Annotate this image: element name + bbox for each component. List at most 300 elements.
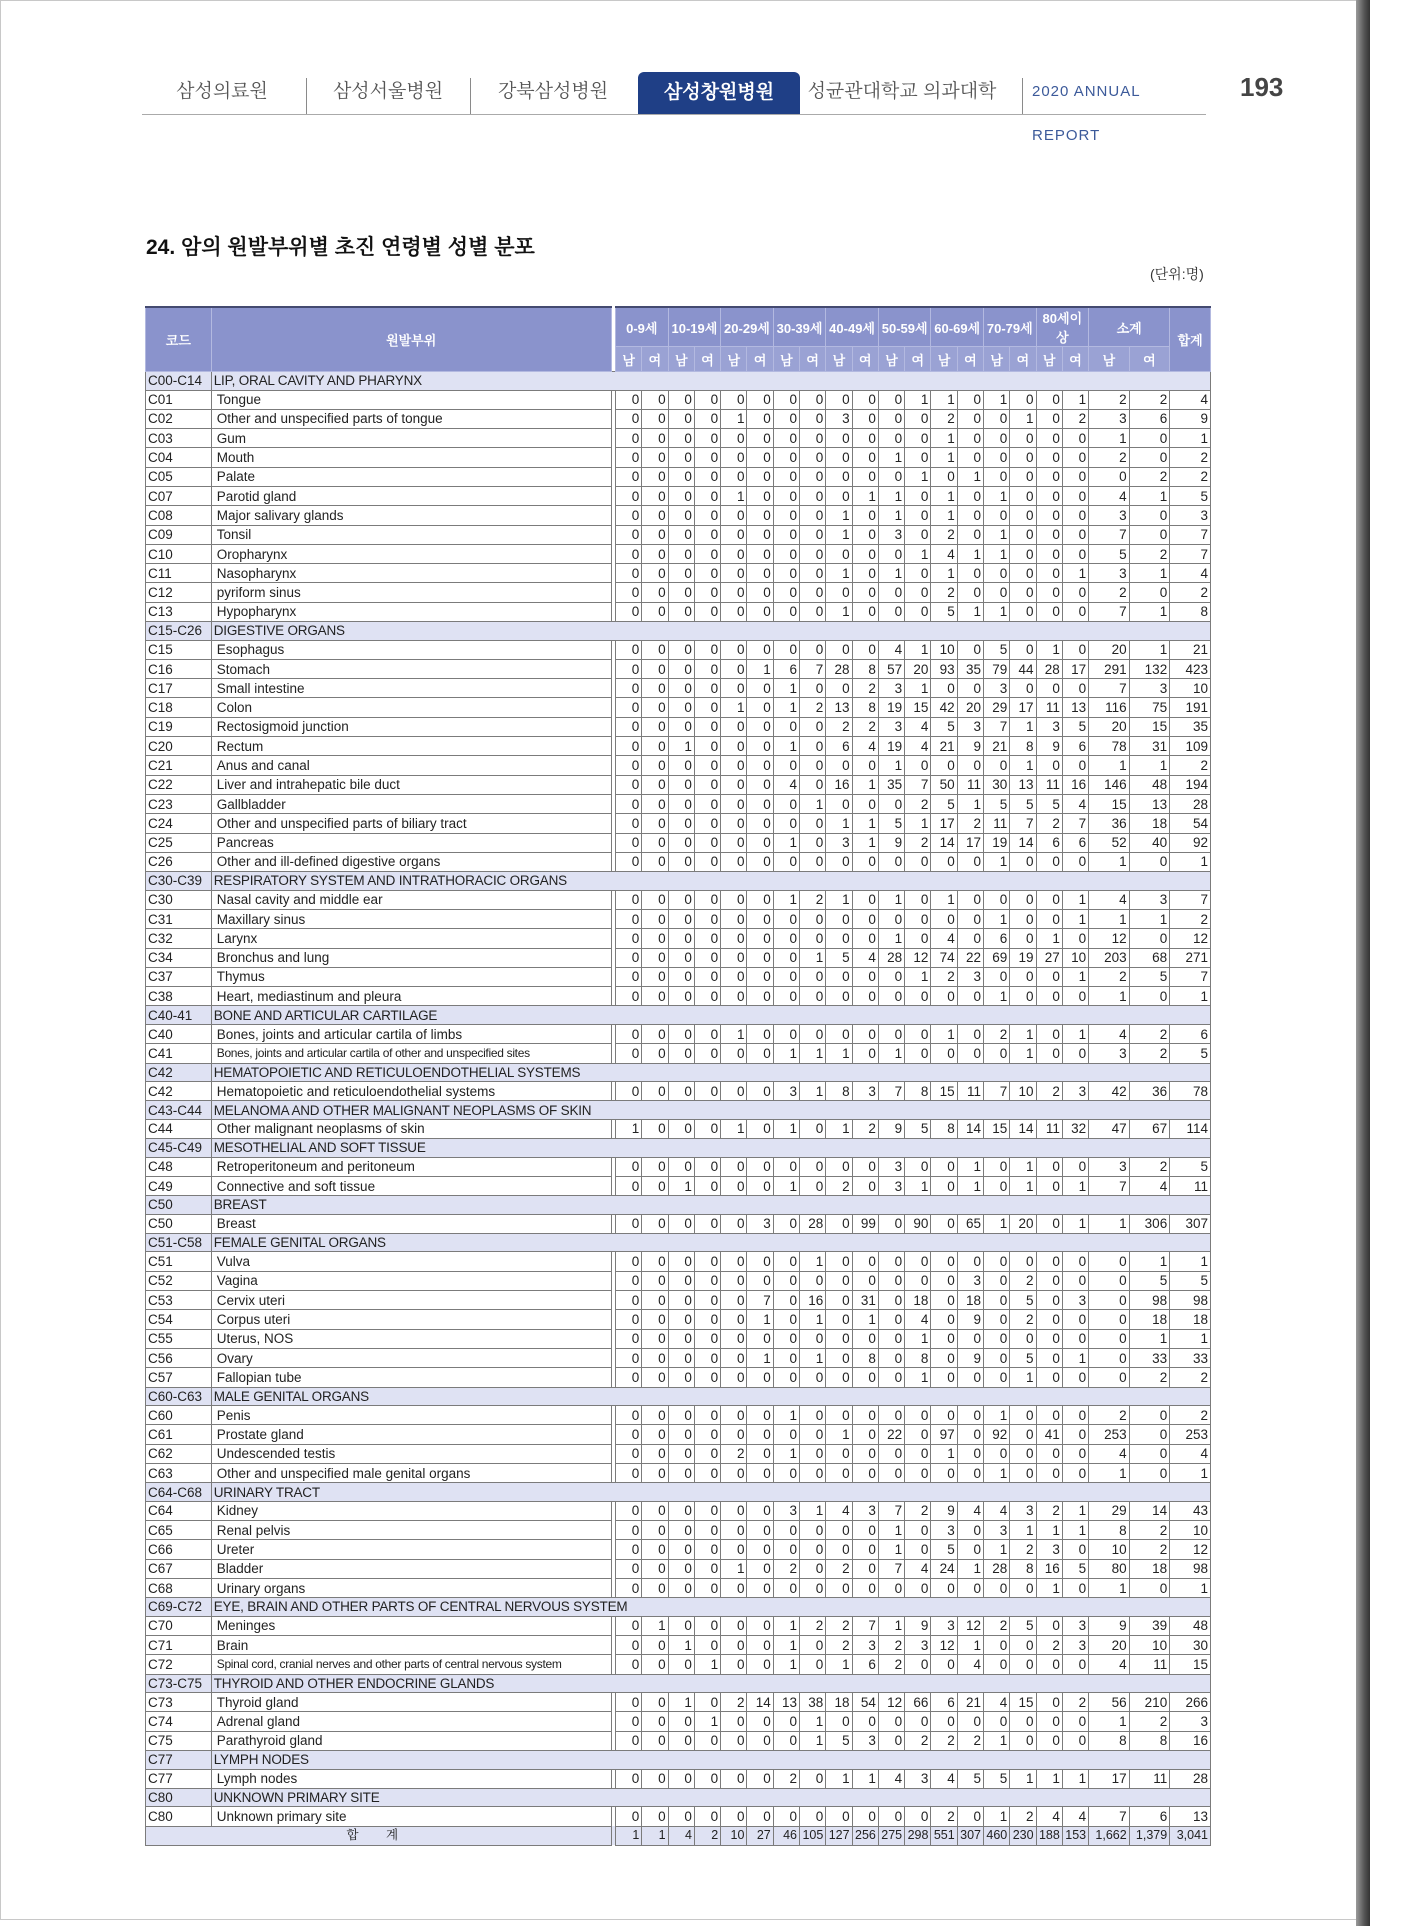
count-cell: 1 (721, 486, 747, 505)
count-cell: 0 (668, 1540, 694, 1559)
count-cell: 19 (1010, 948, 1036, 967)
count-cell: 0 (642, 409, 668, 428)
count-cell: 0 (878, 1214, 904, 1233)
count-cell: 0 (642, 1559, 668, 1578)
count-cell: 0 (1129, 583, 1170, 602)
count-cell: 2 (931, 1731, 957, 1750)
count-cell: 0 (852, 1024, 878, 1043)
count-cell: 1 (1062, 390, 1088, 409)
count-cell: 0 (747, 409, 773, 428)
table-row (146, 1329, 1211, 1348)
count-cell: 0 (800, 909, 826, 928)
count-cell: 0 (747, 1807, 773, 1826)
section-code: C60-C63 (146, 1387, 212, 1406)
count-cell: 0 (1062, 1157, 1088, 1176)
site-name: Ovary (211, 1348, 611, 1367)
count-cell: 0 (1129, 448, 1170, 467)
count-cell: 0 (721, 1807, 747, 1826)
count-cell: 5 (931, 717, 957, 736)
count-cell: 0 (800, 1176, 826, 1195)
site-name: Larynx (211, 929, 611, 948)
count-cell: 30 (1170, 1636, 1211, 1655)
count-cell: 0 (668, 1578, 694, 1597)
count-cell: 0 (800, 544, 826, 563)
count-cell: 0 (1089, 467, 1130, 486)
site-name: Prostate gland (211, 1425, 611, 1444)
count-cell: 0 (826, 909, 852, 928)
site-name: Cervix uteri (211, 1291, 611, 1310)
count-cell: 0 (668, 948, 694, 967)
count-cell: 0 (1010, 506, 1036, 525)
count-cell: 0 (957, 506, 983, 525)
count-cell: 7 (1089, 525, 1130, 544)
count-cell: 0 (826, 1310, 852, 1329)
count-cell: 0 (668, 1521, 694, 1540)
count-cell: 0 (905, 1024, 931, 1043)
count-cell: 0 (642, 1252, 668, 1271)
site-name: pyriform sinus (211, 583, 611, 602)
count-cell: 1 (905, 679, 931, 698)
count-cell: 0 (694, 1271, 720, 1290)
count-cell: 1 (773, 1444, 799, 1463)
count-cell: 33 (1129, 1348, 1170, 1367)
col-header-male: 남 (773, 347, 799, 372)
count-cell: 6 (773, 659, 799, 678)
site-code: C34 (146, 948, 212, 967)
count-cell: 2 (1170, 1406, 1211, 1425)
count-cell: 0 (852, 967, 878, 986)
count-cell: 0 (905, 506, 931, 525)
count-cell: 2 (1089, 1406, 1130, 1425)
count-cell: 13 (1129, 794, 1170, 813)
site-name: Thyroid gland (211, 1693, 611, 1712)
table-row (146, 1425, 1211, 1444)
count-cell: 0 (747, 1271, 773, 1290)
count-cell: 0 (616, 409, 642, 428)
count-cell: 0 (668, 1157, 694, 1176)
count-cell: 9 (878, 833, 904, 852)
count-cell: 0 (1036, 1271, 1062, 1290)
site-code: C54 (146, 1310, 212, 1329)
count-cell: 0 (668, 640, 694, 659)
count-cell: 0 (721, 909, 747, 928)
section-code: C30-C39 (146, 872, 212, 891)
count-cell: 15 (1089, 794, 1130, 813)
count-cell: 0 (773, 1425, 799, 1444)
count-cell: 6 (1062, 833, 1088, 852)
count-cell: 2 (852, 1119, 878, 1138)
count-cell: 4 (1089, 486, 1130, 505)
count-cell: 5 (931, 794, 957, 813)
count-cell: 1 (826, 1769, 852, 1788)
count-cell: 0 (878, 1578, 904, 1597)
count-cell: 0 (694, 486, 720, 505)
count-cell: 39 (1129, 1616, 1170, 1635)
count-cell: 0 (1036, 967, 1062, 986)
count-cell: 307 (1170, 1214, 1211, 1233)
tab-kangbuk-samsung-hospital[interactable]: 강북삼성병원 (497, 81, 609, 102)
section-header-row (146, 372, 1211, 391)
count-cell: 1 (878, 1616, 904, 1635)
count-cell: 0 (878, 1368, 904, 1387)
count-cell: 0 (905, 1044, 931, 1063)
count-cell: 0 (800, 448, 826, 467)
count-cell: 0 (616, 1425, 642, 1444)
count-cell: 0 (616, 506, 642, 525)
count-cell: 0 (694, 1348, 720, 1367)
count-cell: 1 (1170, 1578, 1211, 1597)
count-cell: 0 (957, 525, 983, 544)
col-header-female: 여 (905, 347, 931, 372)
count-cell: 0 (1129, 1406, 1170, 1425)
count-cell: 0 (747, 794, 773, 813)
count-cell: 0 (642, 486, 668, 505)
site-code: C07 (146, 486, 212, 505)
count-cell: 1 (800, 1044, 826, 1063)
count-cell: 0 (1062, 486, 1088, 505)
count-cell: 0 (668, 852, 694, 871)
table-row (146, 506, 1211, 525)
count-cell: 1 (852, 814, 878, 833)
total-label: 합 계 (146, 1826, 612, 1845)
table-row (146, 1616, 1211, 1635)
count-cell: 0 (721, 1291, 747, 1310)
count-cell: 0 (721, 1655, 747, 1674)
count-cell: 5 (1036, 794, 1062, 813)
count-cell: 0 (616, 794, 642, 813)
count-cell: 0 (1089, 1291, 1130, 1310)
count-cell: 1 (878, 486, 904, 505)
count-cell: 22 (878, 1425, 904, 1444)
count-cell: 0 (1010, 1712, 1036, 1731)
section-header-row (146, 1788, 1211, 1807)
count-cell: 0 (1036, 602, 1062, 621)
count-cell: 12 (1170, 929, 1211, 948)
count-cell: 0 (800, 717, 826, 736)
count-cell: 0 (931, 987, 957, 1006)
count-cell: 5 (957, 1769, 983, 1788)
count-cell: 0 (826, 794, 852, 813)
count-cell: 0 (747, 833, 773, 852)
count-cell: 2 (1010, 1807, 1036, 1826)
count-cell: 0 (800, 814, 826, 833)
count-cell: 0 (1062, 640, 1088, 659)
table-row (146, 1807, 1211, 1826)
count-cell: 0 (852, 929, 878, 948)
site-code: C13 (146, 602, 212, 621)
count-cell: 18 (1129, 1310, 1170, 1329)
count-cell: 0 (721, 1636, 747, 1655)
count-cell: 2 (1129, 1157, 1170, 1176)
table-row (146, 1578, 1211, 1597)
count-cell: 3 (957, 967, 983, 986)
count-cell: 5 (826, 1731, 852, 1750)
count-cell: 1 (1010, 1769, 1036, 1788)
count-cell: 0 (1036, 679, 1062, 698)
count-cell: 0 (826, 583, 852, 602)
count-cell: 54 (852, 1693, 878, 1712)
count-cell: 0 (721, 987, 747, 1006)
count-cell: 0 (957, 909, 983, 928)
count-cell: 0 (800, 467, 826, 486)
count-cell: 1 (905, 544, 931, 563)
count-cell: 0 (878, 1712, 904, 1731)
count-cell: 0 (852, 640, 878, 659)
count-cell: 0 (642, 833, 668, 852)
count-cell: 1 (1062, 967, 1088, 986)
count-cell: 0 (773, 909, 799, 928)
count-cell: 0 (721, 1521, 747, 1540)
site-code: C53 (146, 1291, 212, 1310)
count-cell: 4 (905, 717, 931, 736)
col-header-age-group: 0-9세 (616, 307, 669, 347)
count-cell: 0 (852, 525, 878, 544)
count-cell: 0 (721, 967, 747, 986)
count-cell: 0 (905, 852, 931, 871)
count-cell: 0 (694, 1291, 720, 1310)
count-cell: 0 (931, 1329, 957, 1348)
count-cell: 0 (616, 525, 642, 544)
section-code: C42 (146, 1063, 212, 1082)
count-cell: 56 (1089, 1693, 1130, 1712)
count-cell: 1 (878, 929, 904, 948)
count-cell: 0 (1036, 1693, 1062, 1712)
count-cell: 3 (905, 1636, 931, 1655)
count-cell: 291 (1089, 659, 1130, 678)
count-cell: 11 (1129, 1655, 1170, 1674)
count-cell: 0 (826, 429, 852, 448)
count-cell: 0 (773, 1578, 799, 1597)
count-cell: 1 (905, 467, 931, 486)
count-cell: 1 (878, 1540, 904, 1559)
count-cell: 0 (694, 1463, 720, 1482)
section-name: DIGESTIVE ORGANS (211, 622, 1210, 641)
count-cell: 1 (878, 890, 904, 909)
count-cell: 0 (694, 737, 720, 756)
count-cell: 0 (747, 525, 773, 544)
site-name: Bronchus and lung (211, 948, 611, 967)
count-cell: 5 (826, 948, 852, 967)
count-cell: 0 (1062, 448, 1088, 467)
total-cell: 153 (1062, 1826, 1088, 1845)
count-cell: 0 (800, 1425, 826, 1444)
count-cell: 1 (773, 1044, 799, 1063)
count-cell: 2 (826, 1176, 852, 1195)
count-cell: 4 (1062, 794, 1088, 813)
count-cell: 0 (826, 390, 852, 409)
table-row (146, 1157, 1211, 1176)
site-name: Tonsil (211, 525, 611, 544)
count-cell: 1 (983, 1463, 1009, 1482)
count-cell: 0 (773, 564, 799, 583)
count-cell: 0 (747, 640, 773, 659)
table-row (146, 409, 1211, 428)
count-cell: 0 (1062, 1329, 1088, 1348)
count-cell: 0 (826, 1578, 852, 1597)
count-cell: 0 (642, 1693, 668, 1712)
count-cell: 0 (668, 1271, 694, 1290)
count-cell: 2 (721, 1444, 747, 1463)
count-cell: 0 (616, 1176, 642, 1195)
total-row (146, 1826, 1211, 1845)
total-cell: 1,379 (1129, 1826, 1170, 1845)
count-cell: 54 (1170, 814, 1211, 833)
section-name: MALE GENITAL ORGANS (211, 1387, 1210, 1406)
count-cell: 40 (1129, 833, 1170, 852)
tab-samsung-seoul-hospital[interactable]: 삼성서울병원 (332, 81, 444, 102)
count-cell: 98 (1170, 1559, 1211, 1578)
count-cell: 2 (826, 1559, 852, 1578)
count-cell: 1 (931, 890, 957, 909)
count-cell: 0 (1036, 467, 1062, 486)
count-cell: 0 (721, 1425, 747, 1444)
count-cell: 0 (1089, 1252, 1130, 1271)
total-cell: 105 (800, 1826, 826, 1845)
count-cell: 0 (800, 602, 826, 621)
count-cell: 0 (1062, 506, 1088, 525)
count-cell: 0 (826, 1024, 852, 1043)
count-cell: 4 (1089, 1444, 1130, 1463)
section-name: URINARY TRACT (211, 1483, 1210, 1502)
count-cell: 2 (721, 1693, 747, 1712)
count-cell: 0 (747, 698, 773, 717)
section-header-row (146, 1196, 1211, 1215)
count-cell: 0 (694, 1406, 720, 1425)
count-cell: 0 (1062, 852, 1088, 871)
total-cell: 4 (668, 1826, 694, 1845)
tab-samsung-changwon-hospital[interactable]: 삼성창원병원 (638, 72, 800, 114)
count-cell: 0 (747, 1769, 773, 1788)
count-cell: 1 (721, 409, 747, 428)
count-cell: 1 (826, 564, 852, 583)
count-cell: 0 (773, 429, 799, 448)
count-cell: 2 (931, 525, 957, 544)
tab-skku-school-of-medicine[interactable]: 성균관대학교 의과대학 (807, 81, 997, 102)
count-cell: 29 (1089, 1501, 1130, 1520)
site-code: C22 (146, 775, 212, 794)
count-cell: 3 (878, 1176, 904, 1195)
count-cell: 0 (1062, 1425, 1088, 1444)
count-cell: 0 (668, 967, 694, 986)
count-cell: 6 (931, 1693, 957, 1712)
col-header-total: 합계 (1170, 307, 1211, 372)
count-cell: 1 (721, 1024, 747, 1043)
count-cell: 19 (983, 833, 1009, 852)
count-cell: 0 (826, 1521, 852, 1540)
site-code: C75 (146, 1731, 212, 1750)
site-name: Thymus (211, 967, 611, 986)
site-code: C04 (146, 448, 212, 467)
count-cell: 0 (721, 602, 747, 621)
count-cell: 0 (852, 909, 878, 928)
site-name: Spinal cord, cranial nerves and other parts of central nervous system (211, 1655, 611, 1674)
count-cell: 6 (1129, 1807, 1170, 1826)
count-cell: 69 (983, 948, 1009, 967)
count-cell: 0 (616, 1444, 642, 1463)
count-cell: 12 (1170, 1540, 1211, 1559)
count-cell: 0 (773, 756, 799, 775)
count-cell: 146 (1089, 775, 1130, 794)
count-cell: 0 (642, 1425, 668, 1444)
site-name: Stomach (211, 659, 611, 678)
count-cell: 0 (852, 1157, 878, 1176)
count-cell: 0 (642, 890, 668, 909)
count-cell: 0 (616, 852, 642, 871)
count-cell: 0 (983, 1271, 1009, 1290)
count-cell: 0 (826, 987, 852, 1006)
count-cell: 20 (1089, 717, 1130, 736)
count-cell: 0 (800, 1444, 826, 1463)
count-cell: 0 (773, 1214, 799, 1233)
count-cell: 0 (905, 909, 931, 928)
count-cell: 0 (694, 1044, 720, 1063)
count-cell: 0 (1062, 1252, 1088, 1271)
count-cell: 0 (642, 852, 668, 871)
count-cell: 9 (957, 1310, 983, 1329)
total-cell: 551 (931, 1826, 957, 1845)
count-cell: 9 (931, 1501, 957, 1520)
count-cell: 0 (694, 602, 720, 621)
count-cell: 0 (721, 833, 747, 852)
count-cell: 0 (1062, 1310, 1088, 1329)
count-cell: 0 (1062, 429, 1088, 448)
section-code: C50 (146, 1196, 212, 1215)
table-row (146, 794, 1211, 813)
count-cell: 0 (773, 987, 799, 1006)
count-cell: 18 (1170, 1310, 1211, 1329)
count-cell: 5 (1010, 1348, 1036, 1367)
count-cell: 0 (800, 1521, 826, 1540)
table-row (146, 1406, 1211, 1425)
count-cell: 0 (905, 929, 931, 948)
count-cell: 10 (1089, 1540, 1130, 1559)
count-cell: 3 (878, 717, 904, 736)
count-cell: 1 (694, 1655, 720, 1674)
count-cell: 0 (721, 429, 747, 448)
count-cell: 0 (983, 890, 1009, 909)
table-row (146, 486, 1211, 505)
count-cell: 0 (747, 814, 773, 833)
count-cell: 0 (773, 852, 799, 871)
count-cell: 0 (721, 1214, 747, 1233)
count-cell: 2 (905, 833, 931, 852)
count-cell: 0 (616, 1540, 642, 1559)
col-header-female: 여 (957, 347, 983, 372)
count-cell: 92 (983, 1425, 1009, 1444)
count-cell: 0 (1062, 1271, 1088, 1290)
count-cell: 0 (957, 1463, 983, 1482)
tab-samsung-medical-center[interactable]: 삼성의료원 (176, 81, 268, 102)
site-code: C44 (146, 1119, 212, 1138)
section-header-row (146, 1101, 1211, 1120)
count-cell: 0 (721, 525, 747, 544)
count-cell: 1 (1036, 1521, 1062, 1540)
count-cell: 19 (878, 737, 904, 756)
count-cell: 266 (1170, 1693, 1211, 1712)
count-cell: 33 (1170, 1348, 1211, 1367)
count-cell: 0 (773, 794, 799, 813)
site-code: C08 (146, 506, 212, 525)
site-name: Other and unspecified male genital organs (211, 1463, 611, 1482)
section-name: UNKNOWN PRIMARY SITE (211, 1788, 1210, 1807)
site-name: Parathyroid gland (211, 1731, 611, 1750)
count-cell: 0 (668, 390, 694, 409)
count-cell: 0 (826, 1540, 852, 1559)
count-cell: 11 (957, 1082, 983, 1101)
count-cell: 1 (1010, 1521, 1036, 1540)
count-cell: 0 (747, 602, 773, 621)
count-cell: 0 (642, 583, 668, 602)
